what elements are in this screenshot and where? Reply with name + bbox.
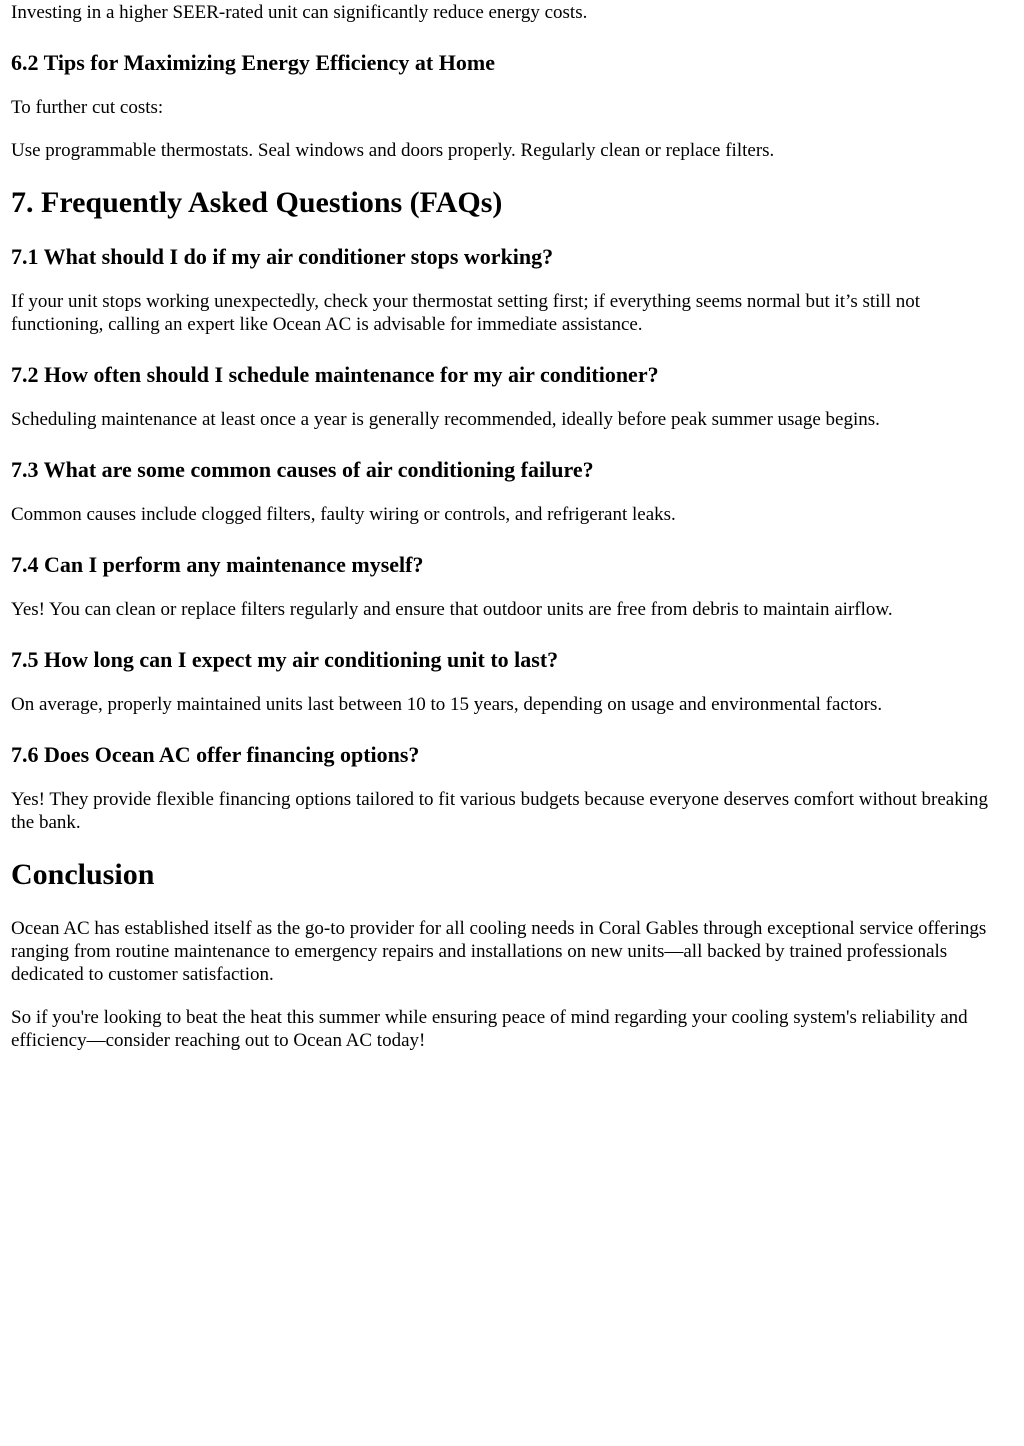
further-costs-paragraph: To further cut costs:	[11, 97, 164, 118]
conclusion-paragraph-2: So if you're looking to beat the heat this summer while ensuring peace of mind regarding your cooling system's reliability and efficiency—consider reaching out to Ocean AC today!	[11, 1007, 968, 1051]
faq-question-7-4: 7.4 Can I perform any maintenance myself?	[11, 552, 424, 577]
tips-paragraph: Use programmable thermostats. Seal windows and doors properly. Regularly clean or replace filters.	[11, 140, 775, 161]
conclusion-paragraph-1: Ocean AC has established itself as the go-to provider for all cooling needs in Coral Gables through exceptional service offerings ranging from routine maintenance to emergency repairs and installations on new units—all backed by trained professionals dedicated to customer satisfaction.	[11, 918, 987, 985]
faq-answer-7-4: Yes! You can clean or replace filters regularly and ensure that outdoor units are free from debris to maintain airflow.	[11, 599, 893, 620]
faq-answer-7-5: On average, properly maintained units last between 10 to 15 years, depending on usage and environmental factors.	[11, 694, 883, 715]
section-6-2-heading: 6.2 Tips for Maximizing Energy Efficiency at Home	[11, 50, 495, 75]
faq-answer-7-2: Scheduling maintenance at least once a year is generally recommended, ideally before peak summer usage begins.	[11, 409, 880, 430]
faq-question-7-2: 7.2 How often should I schedule maintenance for my air conditioner?	[11, 362, 659, 387]
faq-question-7-5: 7.5 How long can I expect my air conditioning unit to last?	[11, 647, 559, 672]
faq-question-7-6: 7.6 Does Ocean AC offer financing options?	[11, 742, 420, 767]
conclusion-heading: Conclusion	[11, 858, 155, 891]
faq-answer-7-1: If your unit stops working unexpectedly, check your thermostat setting first; if everything seems normal but it’s still not functioning, calling an expert like Ocean AC is advisable for immediate assistance.	[11, 291, 921, 335]
seer-paragraph: Investing in a higher SEER-rated unit can significantly reduce energy costs.	[11, 2, 588, 23]
faq-section-heading: 7. Frequently Asked Questions (FAQs)	[11, 186, 503, 219]
faq-answer-7-3: Common causes include clogged filters, faulty wiring or controls, and refrigerant leaks.	[11, 504, 676, 525]
faq-answer-7-6: Yes! They provide flexible financing options tailored to fit various budgets because everyone deserves comfort without breaking the bank.	[11, 789, 989, 833]
faq-question-7-1: 7.1 What should I do if my air conditioner stops working?	[11, 244, 554, 269]
faq-question-7-3: 7.3 What are some common causes of air conditioning failure?	[11, 457, 594, 482]
